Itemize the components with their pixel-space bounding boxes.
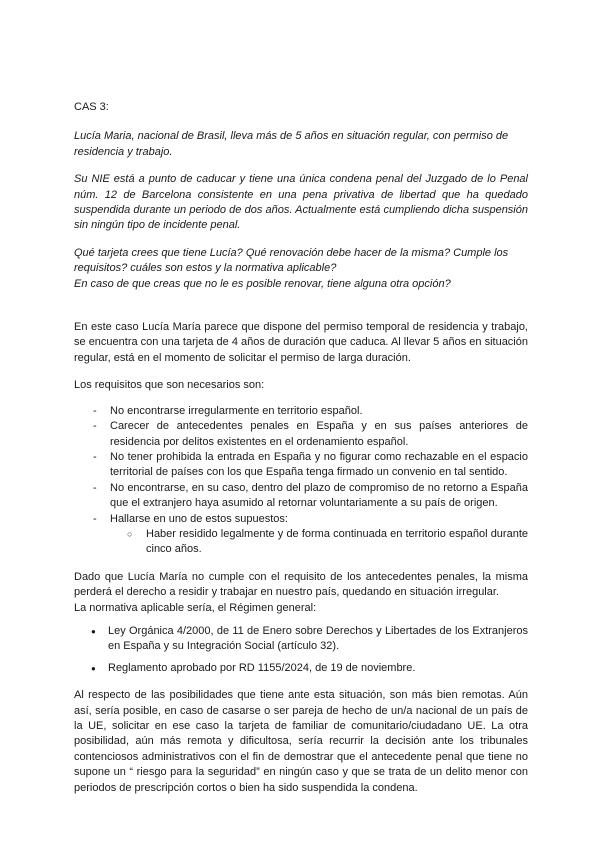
conclusion-paragraph: Dado que Lucía María no cumple con el requisito de los antecedentes penales, la misma perderá el derecho a residir y trabajar en nuestro país, quedando en situación irregular. [74,570,528,599]
case-statement-1: Lucía Maria, nacional de Brasil, lleva más de 5 años en situación regular, con permiso de residencia y trabajo. [74,130,509,158]
case-statement-2: Su NIE está a punto de caducar y tiene una única condena penal del Juzgado de lo Penal núm. 12 de Barcelona consistente en una pena privativa de libertad que ha quedado suspendida durante un periodo de dos años. Actualmente está cumpliendo dicha suspensión sin ningún tipo de incidente penal. [74,173,528,232]
laws-list [74,624,528,676]
law-item: ● Ley Orgánica 4/2000, de 11 de Enero sobre Derechos y Libertades de los Extranjeros en España y su Integración Social (artículo 32). [74,624,528,655]
requirement-item-label: Hallarse en uno de estos supuestos: [110,512,288,525]
case-question-2: En caso de que creas que no le es posible renovar, tiene alguna otra opción? [74,277,451,290]
requirements-intro: Los requisitos que son necesarios son: [74,379,265,392]
case-question-1: Qué tarjeta crees que tiene Lucía? Qué renovación debe hacer de la misma? Cumple los requisitos? cuáles son estos y la normativa aplicable? [74,246,509,275]
requirement-item: - No encontrarse irregularmente en territorio español. [74,404,528,419]
sub-requirement-item: ○ Haber residido legalmente y de forma continuada en territorio español durante cinco años. [110,527,528,558]
options-paragraph: Al respecto de las posibilidades que tiene ante esta situación, son más bien remotas. Aún así, sería posible, en caso de casarse o ser pareja de hecho de un/a nacional de un país de la UE, solicitar en ese caso la tarjeta de familiar de comunitario/ciudadano UE. La otra posibilidad, aún más remota y dificultosa, sería recurrir la decisión ante los tribunales contenciosos administrativos con el fin de demostrar que el antecedente penal que tiene no supone un “ riesgo para la seguridad” en ningún caso y que se trata de un delito menor con periodos de prescripción cortos o bien ha sido suspendida la condena. [74,689,528,794]
requirement-item: - No tener prohibida la entrada en España y no figurar como rechazable en el espacio territorial de países con los que España tenga firmado un convenio en tal sentido. [74,450,528,481]
case-title: CAS 3: [74,101,109,113]
requirement-item: - Carecer de antecedentes penales en España y en sus países anteriores de residencia por delitos existentes en el ordenamiento español. [74,419,528,450]
requirement-item [74,512,528,558]
requirements-list [74,404,528,558]
answer-intro: En este caso Lucía María parece que dispone del permiso temporal de residencia y trabajo, se encuentra con una tarjeta de 4 años de duración que caduca. Al llevar 5 años en situación regular, está en el momento de solicitar el permiso de larga duración. [74,321,528,364]
requirement-item: - No encontrarse, en su caso, dentro del plazo de compromiso de no retorno a España que el extranjero haya asumido al retornar voluntariamente a su país de origen. [74,481,528,512]
applicable-law-intro: La normativa aplicable sería, el Régimen general: [74,601,317,614]
law-item: ● Reglamento aprobado por RD 1155/2024, de 19 de noviembre. [74,661,528,676]
sub-requirements-list [110,527,528,558]
